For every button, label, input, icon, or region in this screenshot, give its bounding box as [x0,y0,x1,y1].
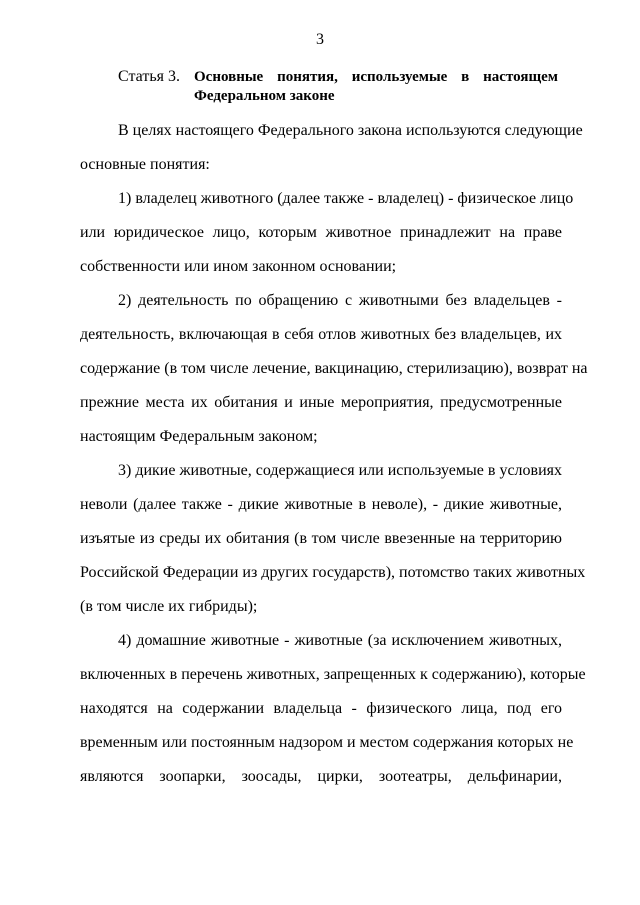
paragraph-line: (в том числе их гибриды); [80,598,258,615]
paragraph-line: основные понятия: [80,156,210,173]
paragraph-line: неволи (далее также - дикие животные в неволе), - дикие животные, [80,496,562,513]
article-label: Статья 3. [118,68,180,85]
article-title-line: Основные понятия, используемые в настоящем [194,69,558,85]
paragraph-line: деятельность, включающая в себя отлов животных без владельцев, их [80,326,562,343]
paragraph-line: собственности или ином законном основании; [80,258,397,275]
paragraph-line: изъятые из среды их обитания (в том числе ввезенные на территорию [80,530,562,547]
page-number: 3 [316,31,324,48]
paragraph-line: 4) домашние животные - животные (за исключением животных, [118,632,562,649]
paragraph-line: Российской Федерации из других государств), потомство таких животных [80,564,586,581]
paragraph-line: или юридическое лицо, которым животное принадлежит на праве [80,224,562,241]
paragraph-line: находятся на содержании владельца - физического лица, под его [80,700,562,717]
paragraph-line: содержание (в том числе лечение, вакцинацию, стерилизацию), возврат на [80,360,588,377]
paragraph-line: прежние места их обитания и иные мероприятия, предусмотренные [80,394,562,411]
paragraph-line: включенных в перечень животных, запрещенных к содержанию), которые [80,666,586,683]
paragraph-line: временным или постоянным надзором и местом содержания которых не [80,734,574,751]
paragraph-line: 1) владелец животного (далее также - владелец) - физическое лицо [118,190,574,207]
paragraph-line: В целях настоящего Федерального закона используются следующие [118,122,583,139]
paragraph-line: 2) деятельность по обращению с животными без владельцев - [118,292,562,309]
paragraph-line: настоящим Федеральным законом; [80,428,318,445]
article-title [194,68,558,106]
paragraph-line: 3) дикие животные, содержащиеся или используемые в условиях [118,462,562,479]
article-title-line: Федеральном законе [194,88,335,104]
paragraph-line: являются зоопарки, зоосады, цирки, зоотеатры, дельфинарии, [80,768,562,785]
